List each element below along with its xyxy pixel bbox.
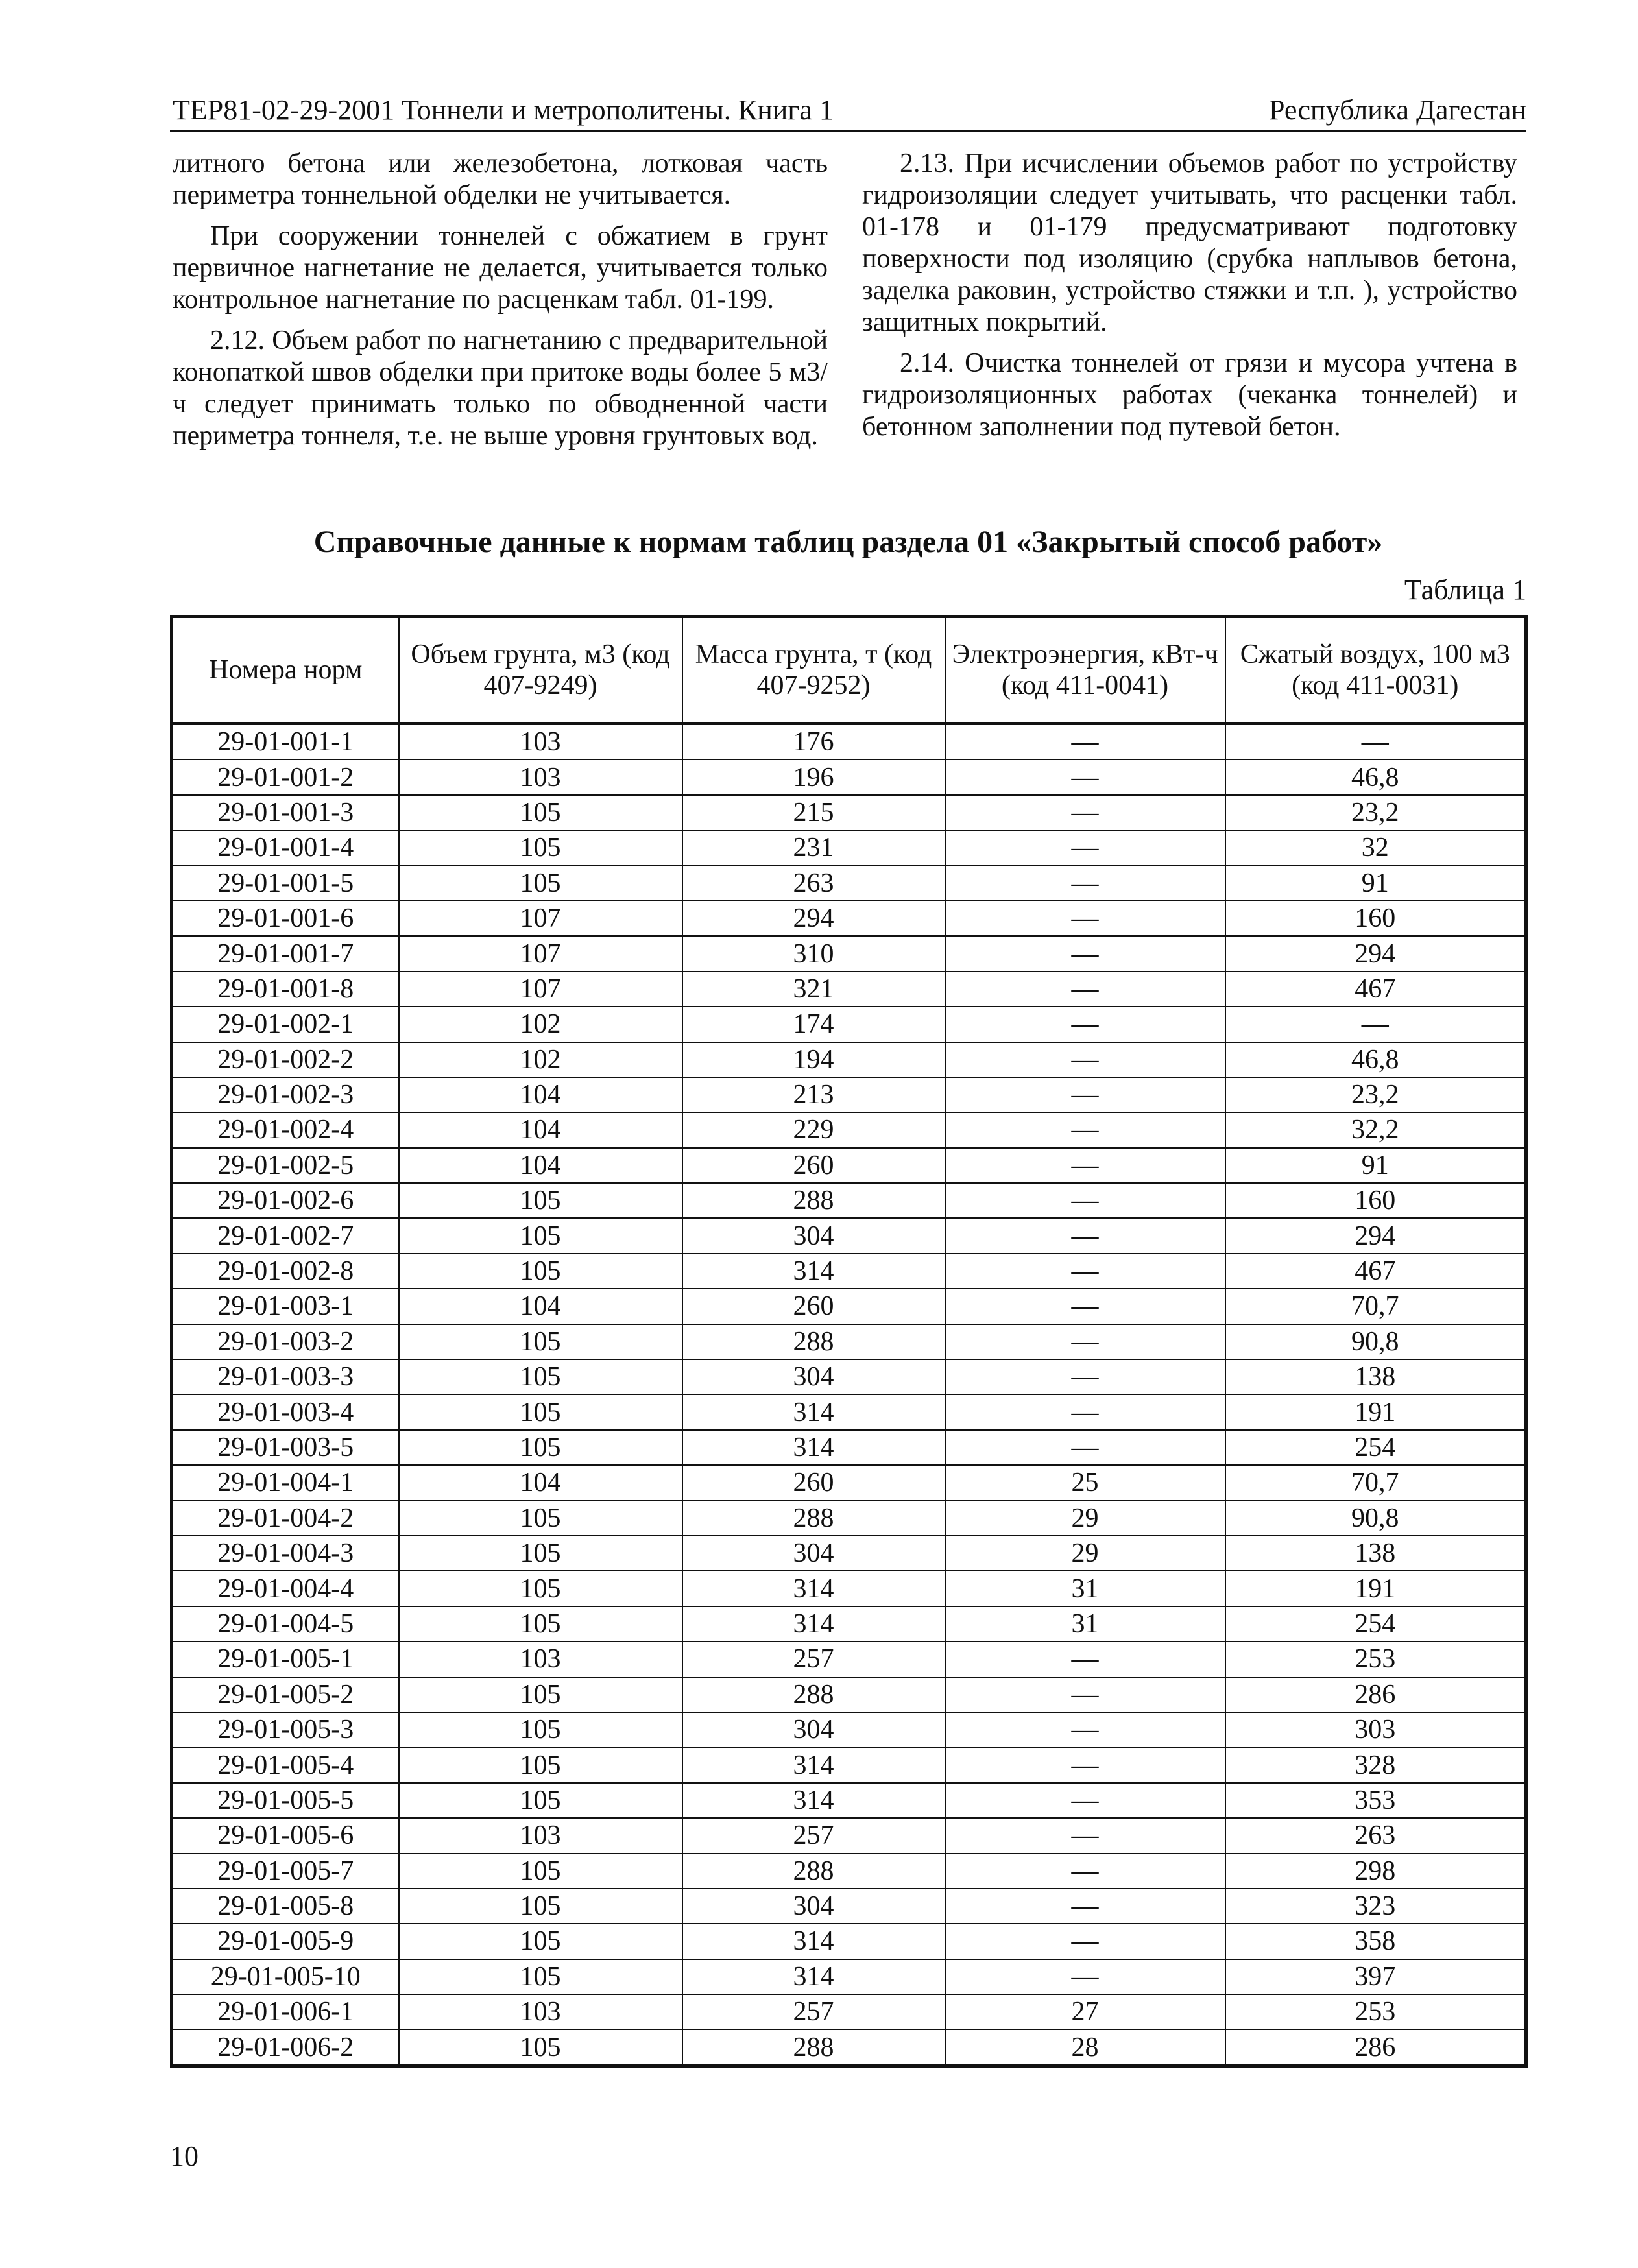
- cell-norm-number: 29-01-004-2: [172, 1501, 399, 1536]
- cell-norm-number: 29-01-005-5: [172, 1783, 399, 1818]
- cell-norm-number: 29-01-003-3: [172, 1359, 399, 1394]
- cell-norm-number: 29-01-003-4: [172, 1394, 399, 1429]
- cell-norm-number: 29-01-002-5: [172, 1148, 399, 1183]
- cell-soil-volume: 105: [399, 1218, 682, 1253]
- cell-electricity: 27: [945, 1994, 1225, 2029]
- cell-soil-volume: 105: [399, 1924, 682, 1959]
- table-row: [172, 1359, 1526, 1394]
- cell-norm-number: 29-01-001-7: [172, 936, 399, 971]
- cell-compressed-air: 286: [1225, 2029, 1526, 2066]
- table-row: [172, 830, 1526, 865]
- cell-compressed-air: 191: [1225, 1394, 1526, 1429]
- table-row: [172, 1218, 1526, 1253]
- cell-soil-volume: 105: [399, 830, 682, 865]
- cell-electricity: —: [945, 830, 1225, 865]
- table-row: [172, 1959, 1526, 1994]
- cell-electricity: —: [945, 866, 1225, 901]
- cell-soil-mass: 194: [682, 1042, 945, 1077]
- table-row: [172, 1501, 1526, 1536]
- reference-data-table: [170, 615, 1528, 2068]
- cell-soil-mass: 229: [682, 1112, 945, 1147]
- table-row: [172, 936, 1526, 971]
- cell-norm-number: 29-01-002-7: [172, 1218, 399, 1253]
- cell-compressed-air: 353: [1225, 1783, 1526, 1818]
- cell-soil-volume: 105: [399, 1183, 682, 1218]
- cell-soil-volume: 105: [399, 1959, 682, 1994]
- cell-compressed-air: 254: [1225, 1430, 1526, 1465]
- cell-soil-volume: 103: [399, 759, 682, 794]
- cell-electricity: —: [945, 1677, 1225, 1712]
- cell-norm-number: 29-01-001-4: [172, 830, 399, 865]
- cell-soil-volume: 105: [399, 1324, 682, 1359]
- table-row: [172, 1747, 1526, 1782]
- cell-electricity: —: [945, 1712, 1225, 1747]
- cell-compressed-air: 397: [1225, 1959, 1526, 1994]
- cell-soil-volume: 105: [399, 1783, 682, 1818]
- cell-compressed-air: 253: [1225, 1994, 1526, 2029]
- table-row: [172, 795, 1526, 830]
- cell-compressed-air: 263: [1225, 1818, 1526, 1853]
- cell-soil-mass: 288: [682, 2029, 945, 2066]
- cell-soil-mass: 288: [682, 1854, 945, 1889]
- cell-soil-mass: 263: [682, 866, 945, 901]
- cell-norm-number: 29-01-001-8: [172, 972, 399, 1007]
- paragraph: При сооружении тоннелей с обжатием в грунт первичное нагнетание не делается, учитывается только контрольное нагнетание по расценкам табл. 01-199.: [173, 221, 828, 315]
- table-row: [172, 724, 1526, 760]
- cell-compressed-air: 46,8: [1225, 1042, 1526, 1077]
- cell-soil-mass: 314: [682, 1394, 945, 1429]
- cell-soil-mass: 260: [682, 1289, 945, 1324]
- paragraph: 2.14. Очистка тоннелей от грязи и мусора учтена в гидроизоляционных работах (чеканка тоннелей) и бетонном заполнении под путевой бетон.: [862, 348, 1517, 442]
- cell-soil-volume: 105: [399, 795, 682, 830]
- cell-electricity: —: [945, 1289, 1225, 1324]
- cell-compressed-air: —: [1225, 1007, 1526, 1042]
- cell-soil-volume: 105: [399, 1889, 682, 1924]
- cell-soil-volume: 105: [399, 1712, 682, 1747]
- table-row: [172, 2029, 1526, 2066]
- cell-soil-volume: 102: [399, 1007, 682, 1042]
- cell-compressed-air: 138: [1225, 1359, 1526, 1394]
- running-header-region: Республика Дагестан: [1268, 94, 1526, 126]
- cell-soil-volume: 103: [399, 1994, 682, 2029]
- cell-electricity: —: [945, 901, 1225, 936]
- cell-electricity: 28: [945, 2029, 1225, 2066]
- cell-compressed-air: 70,7: [1225, 1465, 1526, 1500]
- cell-norm-number: 29-01-002-4: [172, 1112, 399, 1147]
- cell-soil-volume: 105: [399, 1536, 682, 1571]
- table-row: [172, 1430, 1526, 1465]
- cell-soil-volume: 107: [399, 901, 682, 936]
- cell-soil-volume: 103: [399, 1818, 682, 1853]
- cell-norm-number: 29-01-005-6: [172, 1818, 399, 1853]
- cell-norm-number: 29-01-005-2: [172, 1677, 399, 1712]
- cell-electricity: —: [945, 1007, 1225, 1042]
- table-row: [172, 1148, 1526, 1183]
- cell-electricity: —: [945, 936, 1225, 971]
- cell-soil-volume: 102: [399, 1042, 682, 1077]
- cell-norm-number: 29-01-002-8: [172, 1254, 399, 1289]
- cell-electricity: —: [945, 1818, 1225, 1853]
- cell-soil-mass: 260: [682, 1465, 945, 1500]
- cell-electricity: —: [945, 1148, 1225, 1183]
- cell-soil-mass: 294: [682, 901, 945, 936]
- header-divider: [170, 130, 1526, 132]
- cell-norm-number: 29-01-001-5: [172, 866, 399, 901]
- cell-compressed-air: 253: [1225, 1641, 1526, 1677]
- cell-compressed-air: —: [1225, 724, 1526, 760]
- cell-soil-volume: 104: [399, 1289, 682, 1324]
- cell-soil-volume: 105: [399, 1677, 682, 1712]
- cell-compressed-air: 358: [1225, 1924, 1526, 1959]
- text-column-left: [173, 148, 828, 461]
- cell-compressed-air: 91: [1225, 866, 1526, 901]
- cell-electricity: 31: [945, 1571, 1225, 1606]
- cell-electricity: —: [945, 972, 1225, 1007]
- cell-compressed-air: 298: [1225, 1854, 1526, 1889]
- cell-electricity: —: [945, 1854, 1225, 1889]
- cell-soil-mass: 304: [682, 1218, 945, 1253]
- table-row: [172, 901, 1526, 936]
- cell-soil-mass: 174: [682, 1007, 945, 1042]
- cell-soil-mass: 314: [682, 1254, 945, 1289]
- cell-soil-mass: 257: [682, 1994, 945, 2029]
- cell-electricity: —: [945, 1077, 1225, 1112]
- table-row: [172, 1007, 1526, 1042]
- column-header-soil-volume: Объем грунта, м3 (код 407-9249): [399, 617, 682, 724]
- cell-soil-volume: 105: [399, 1359, 682, 1394]
- cell-electricity: —: [945, 1112, 1225, 1147]
- cell-soil-mass: 314: [682, 1924, 945, 1959]
- cell-compressed-air: 467: [1225, 972, 1526, 1007]
- cell-soil-mass: 213: [682, 1077, 945, 1112]
- table-row: [172, 1183, 1526, 1218]
- table-row: [172, 1924, 1526, 1959]
- table-row: [172, 972, 1526, 1007]
- cell-compressed-air: 46,8: [1225, 759, 1526, 794]
- cell-norm-number: 29-01-005-3: [172, 1712, 399, 1747]
- cell-electricity: —: [945, 759, 1225, 794]
- table-row: [172, 1818, 1526, 1853]
- cell-electricity: —: [945, 1924, 1225, 1959]
- cell-electricity: 29: [945, 1536, 1225, 1571]
- cell-norm-number: 29-01-003-1: [172, 1289, 399, 1324]
- cell-soil-mass: 314: [682, 1430, 945, 1465]
- cell-electricity: —: [945, 1042, 1225, 1077]
- table-row: [172, 1994, 1526, 2029]
- cell-soil-mass: 231: [682, 830, 945, 865]
- cell-soil-mass: 288: [682, 1324, 945, 1359]
- paragraph: 2.13. При исчислении объемов работ по устройству гидроизоляции следует учитывать, что расценки табл. 01-178 и 01-179 предусматривают подготовку поверхности под изоляцию (срубка наплывов бетона, заделка раковин, устройство стяжки и т.п. ), устройство защитных покрытий.: [862, 149, 1517, 337]
- cell-norm-number: 29-01-004-3: [172, 1536, 399, 1571]
- cell-soil-mass: 288: [682, 1501, 945, 1536]
- cell-soil-mass: 314: [682, 1571, 945, 1606]
- column-header-electricity: Электроэнергия, кВт-ч (код 411-0041): [945, 617, 1225, 724]
- cell-norm-number: 29-01-002-3: [172, 1077, 399, 1112]
- cell-compressed-air: 90,8: [1225, 1324, 1526, 1359]
- cell-soil-volume: 105: [399, 1394, 682, 1429]
- cell-compressed-air: 160: [1225, 1183, 1526, 1218]
- cell-compressed-air: 323: [1225, 1889, 1526, 1924]
- cell-compressed-air: 303: [1225, 1712, 1526, 1747]
- cell-norm-number: 29-01-002-6: [172, 1183, 399, 1218]
- cell-soil-mass: 304: [682, 1712, 945, 1747]
- cell-norm-number: 29-01-005-8: [172, 1889, 399, 1924]
- cell-norm-number: 29-01-003-2: [172, 1324, 399, 1359]
- cell-soil-volume: 105: [399, 1501, 682, 1536]
- cell-soil-volume: 103: [399, 724, 682, 760]
- cell-soil-volume: 104: [399, 1465, 682, 1500]
- cell-norm-number: 29-01-004-4: [172, 1571, 399, 1606]
- cell-soil-mass: 304: [682, 1889, 945, 1924]
- cell-electricity: —: [945, 1183, 1225, 1218]
- cell-soil-mass: 321: [682, 972, 945, 1007]
- cell-soil-mass: 176: [682, 724, 945, 760]
- cell-electricity: —: [945, 1783, 1225, 1818]
- cell-electricity: —: [945, 1430, 1225, 1465]
- cell-electricity: —: [945, 1889, 1225, 1924]
- cell-electricity: 29: [945, 1501, 1225, 1536]
- cell-compressed-air: 91: [1225, 1148, 1526, 1183]
- cell-soil-volume: 105: [399, 1430, 682, 1465]
- cell-compressed-air: 32: [1225, 830, 1526, 865]
- table-row: [172, 1712, 1526, 1747]
- cell-compressed-air: 254: [1225, 1606, 1526, 1641]
- column-header-compressed-air: Сжатый воздух, 100 м3 (код 411-0031): [1225, 617, 1526, 724]
- text-column-right: [862, 148, 1517, 452]
- cell-electricity: —: [945, 1359, 1225, 1394]
- table-row: [172, 1606, 1526, 1641]
- cell-norm-number: 29-01-005-10: [172, 1959, 399, 1994]
- cell-norm-number: 29-01-004-5: [172, 1606, 399, 1641]
- cell-norm-number: 29-01-001-1: [172, 724, 399, 760]
- cell-soil-mass: 257: [682, 1818, 945, 1853]
- paragraph: литного бетона или железобетона, лотковая часть периметра тоннельной обделки не учитывается.: [173, 149, 828, 210]
- cell-compressed-air: 70,7: [1225, 1289, 1526, 1324]
- table-row: [172, 1677, 1526, 1712]
- cell-soil-volume: 105: [399, 2029, 682, 2066]
- cell-soil-volume: 107: [399, 972, 682, 1007]
- cell-compressed-air: 23,2: [1225, 795, 1526, 830]
- cell-soil-mass: 304: [682, 1359, 945, 1394]
- cell-norm-number: 29-01-003-5: [172, 1430, 399, 1465]
- cell-soil-volume: 105: [399, 1606, 682, 1641]
- cell-soil-volume: 107: [399, 936, 682, 971]
- cell-norm-number: 29-01-002-2: [172, 1042, 399, 1077]
- cell-soil-volume: 104: [399, 1148, 682, 1183]
- cell-soil-volume: 103: [399, 1641, 682, 1677]
- cell-compressed-air: 294: [1225, 1218, 1526, 1253]
- cell-compressed-air: 286: [1225, 1677, 1526, 1712]
- cell-electricity: 31: [945, 1606, 1225, 1641]
- cell-norm-number: 29-01-001-6: [172, 901, 399, 936]
- column-header-norm-number: Номера норм: [172, 617, 399, 724]
- table-row: [172, 1394, 1526, 1429]
- cell-norm-number: 29-01-005-4: [172, 1747, 399, 1782]
- table-header-row: [172, 617, 1526, 724]
- cell-soil-mass: 257: [682, 1641, 945, 1677]
- table-row: [172, 1324, 1526, 1359]
- table-row: [172, 1571, 1526, 1606]
- cell-norm-number: 29-01-006-1: [172, 1994, 399, 2029]
- cell-soil-volume: 105: [399, 1571, 682, 1606]
- cell-electricity: —: [945, 1959, 1225, 1994]
- table-row: [172, 1641, 1526, 1677]
- cell-compressed-air: 160: [1225, 901, 1526, 936]
- cell-soil-volume: 105: [399, 866, 682, 901]
- cell-norm-number: 29-01-005-1: [172, 1641, 399, 1677]
- table-row: [172, 1254, 1526, 1289]
- cell-electricity: —: [945, 1747, 1225, 1782]
- table-row: [172, 1112, 1526, 1147]
- cell-norm-number: 29-01-001-3: [172, 795, 399, 830]
- cell-electricity: —: [945, 1324, 1225, 1359]
- cell-norm-number: 29-01-006-2: [172, 2029, 399, 2066]
- cell-norm-number: 29-01-001-2: [172, 759, 399, 794]
- cell-electricity: —: [945, 1254, 1225, 1289]
- cell-soil-volume: 105: [399, 1747, 682, 1782]
- cell-compressed-air: 23,2: [1225, 1077, 1526, 1112]
- cell-soil-mass: 314: [682, 1606, 945, 1641]
- cell-electricity: —: [945, 724, 1225, 760]
- cell-soil-mass: 288: [682, 1183, 945, 1218]
- cell-norm-number: 29-01-004-1: [172, 1465, 399, 1500]
- cell-compressed-air: 294: [1225, 936, 1526, 971]
- cell-soil-mass: 215: [682, 795, 945, 830]
- cell-compressed-air: 32,2: [1225, 1112, 1526, 1147]
- cell-compressed-air: 328: [1225, 1747, 1526, 1782]
- cell-electricity: —: [945, 1218, 1225, 1253]
- table-row: [172, 1465, 1526, 1500]
- cell-compressed-air: 191: [1225, 1571, 1526, 1606]
- table-row: [172, 1077, 1526, 1112]
- column-header-soil-mass: Масса грунта, т (код 407-9252): [682, 617, 945, 724]
- cell-soil-mass: 260: [682, 1148, 945, 1183]
- cell-soil-mass: 304: [682, 1536, 945, 1571]
- table-label: Таблица 1: [1404, 574, 1526, 606]
- cell-soil-mass: 310: [682, 936, 945, 971]
- table-row: [172, 1289, 1526, 1324]
- cell-compressed-air: 138: [1225, 1536, 1526, 1571]
- table-row: [172, 1854, 1526, 1889]
- cell-electricity: —: [945, 795, 1225, 830]
- cell-soil-mass: 196: [682, 759, 945, 794]
- cell-compressed-air: 90,8: [1225, 1501, 1526, 1536]
- cell-soil-mass: 288: [682, 1677, 945, 1712]
- running-header-title: ТЕР81-02-29-2001 Тоннели и метрополитены. Книга 1: [173, 94, 834, 126]
- cell-electricity: —: [945, 1641, 1225, 1677]
- cell-soil-mass: 314: [682, 1783, 945, 1818]
- cell-soil-volume: 105: [399, 1854, 682, 1889]
- table-row: [172, 1042, 1526, 1077]
- cell-electricity: —: [945, 1394, 1225, 1429]
- section-title: Справочные данные к нормам таблиц раздела 01 «Закрытый способ работ»: [313, 525, 1383, 559]
- table-row: [172, 1536, 1526, 1571]
- cell-soil-mass: 314: [682, 1959, 945, 1994]
- table-row: [172, 1783, 1526, 1818]
- paragraph: 2.12. Объем работ по нагнетанию с предварительной конопаткой швов обделки при притоке воды более 5 м3/ч следует принимать только по обводненной части периметра тоннеля, т.е. не выше уровня грунтовых вод.: [173, 326, 828, 451]
- cell-soil-mass: 314: [682, 1747, 945, 1782]
- cell-soil-volume: 105: [399, 1254, 682, 1289]
- table-row: [172, 759, 1526, 794]
- cell-soil-volume: 104: [399, 1077, 682, 1112]
- cell-norm-number: 29-01-002-1: [172, 1007, 399, 1042]
- table-row: [172, 1889, 1526, 1924]
- cell-norm-number: 29-01-005-9: [172, 1924, 399, 1959]
- table-row: [172, 866, 1526, 901]
- cell-compressed-air: 467: [1225, 1254, 1526, 1289]
- cell-norm-number: 29-01-005-7: [172, 1854, 399, 1889]
- cell-soil-volume: 104: [399, 1112, 682, 1147]
- cell-electricity: 25: [945, 1465, 1225, 1500]
- page-number: 10: [170, 2140, 199, 2172]
